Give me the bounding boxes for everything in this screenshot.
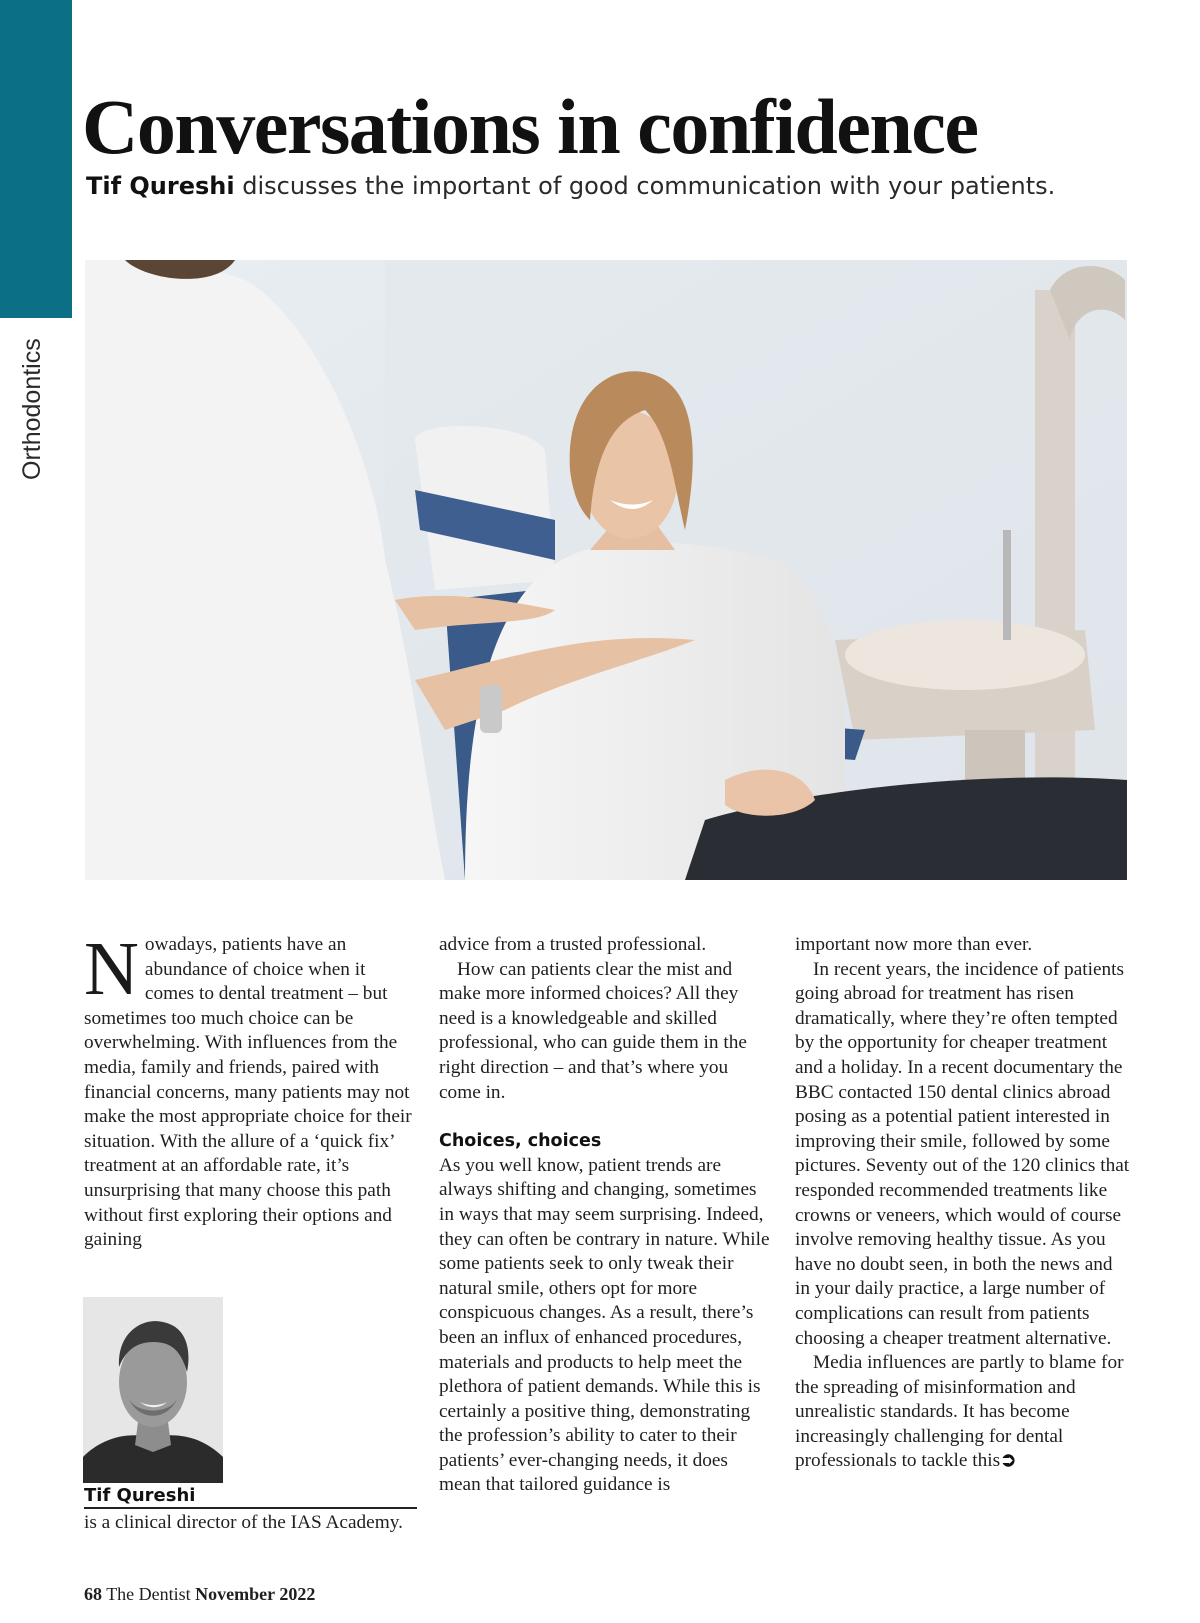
paragraph-text: Media influences are partly to blame for the spreading of misinformation and unrealistic standards. It has become increasingly challenging for dental professionals to tackle this [795,1352,1124,1472]
author-name: Tif Qureshi [84,1485,196,1506]
paragraph [795,1351,1130,1474]
section-subheading: Choices, choices [439,1131,602,1152]
body-column-3 [795,933,1130,1474]
body-column-1 [84,927,419,1253]
page-number: 68 [84,1584,102,1604]
author-divider [84,1507,417,1509]
issue-date: November 2022 [195,1584,316,1604]
intro-paragraph [84,927,419,1253]
intro-text: owadays, patients have an abundance of choice when it comes to dental treatment – but sometimes too much choice can be overwhelming. With influences from the media, family and friends, paired with financial concerns, many patients may not make the most appropriate choice for their situation. With the allure of a ‘quick fix’ treatment at an affordable rate, it’s unsurprising that many choose this path without first exploring their options and gaining [84,934,412,1251]
author-photo [83,1297,223,1483]
paragraph: advice from a trusted professional. [439,934,707,955]
standfirst-author: Tif Qureshi [86,172,235,200]
author-bio: is a clinical director of the IAS Academy. [84,1512,403,1533]
magazine-name: The Dentist [106,1584,191,1604]
drop-cap: N [84,927,139,1011]
continue-arrow-icon: ➲ [1000,1450,1017,1472]
paragraph: As you well know, patient trends are always shifting and changing, sometimes in ways that may seem surprising. Indeed, they can often be contrary in nature. While some patients seek to only tweak their natural smile, others opt for more conspicuous changes. As a result, there’s been an influx of enhanced procedures, materials and products to help meet the plethora of patient demands. While this is certainly a positive thing, demonstrating the profession’s ability to cater to their patients’ ever-changing needs, it does mean that tailored guidance is [439,1154,770,1496]
hero-photo [85,260,1127,880]
paragraph: In recent years, the incidence of patients going abroad for treatment has risen dramatically, where they’re often tempted by the opportunity for cheaper treatment and a holiday. In a recent documentary the BBC contacted 150 dental clinics abroad posing as a potential patient interested in improving their smile, followed by some pictures. Seventy out of the 120 clinics that responded recommended treatments like crowns or veneers, which would of course involve removing healthy tissue. As you have no doubt seen, in both the news and in your daily practice, a large number of complications can result from patients choosing a cheaper treatment alternative. [795,958,1130,1349]
article-standfirst [86,172,1055,200]
body-column-2 [439,933,774,1498]
section-color-bar [0,0,72,318]
article-title: Conversations in confidence [82,83,978,170]
standfirst-text: discusses the important of good communication with your patients. [242,172,1056,200]
paragraph: How can patients clear the mist and make more informed choices? All they need is a knowledgeable and skilled professional, who can guide them in the right direction – and that’s where you come in. [439,958,747,1103]
section-label: Orthodontics [18,338,46,480]
paragraph: important now more than ever. [795,934,1033,955]
page-footer [84,1584,315,1605]
